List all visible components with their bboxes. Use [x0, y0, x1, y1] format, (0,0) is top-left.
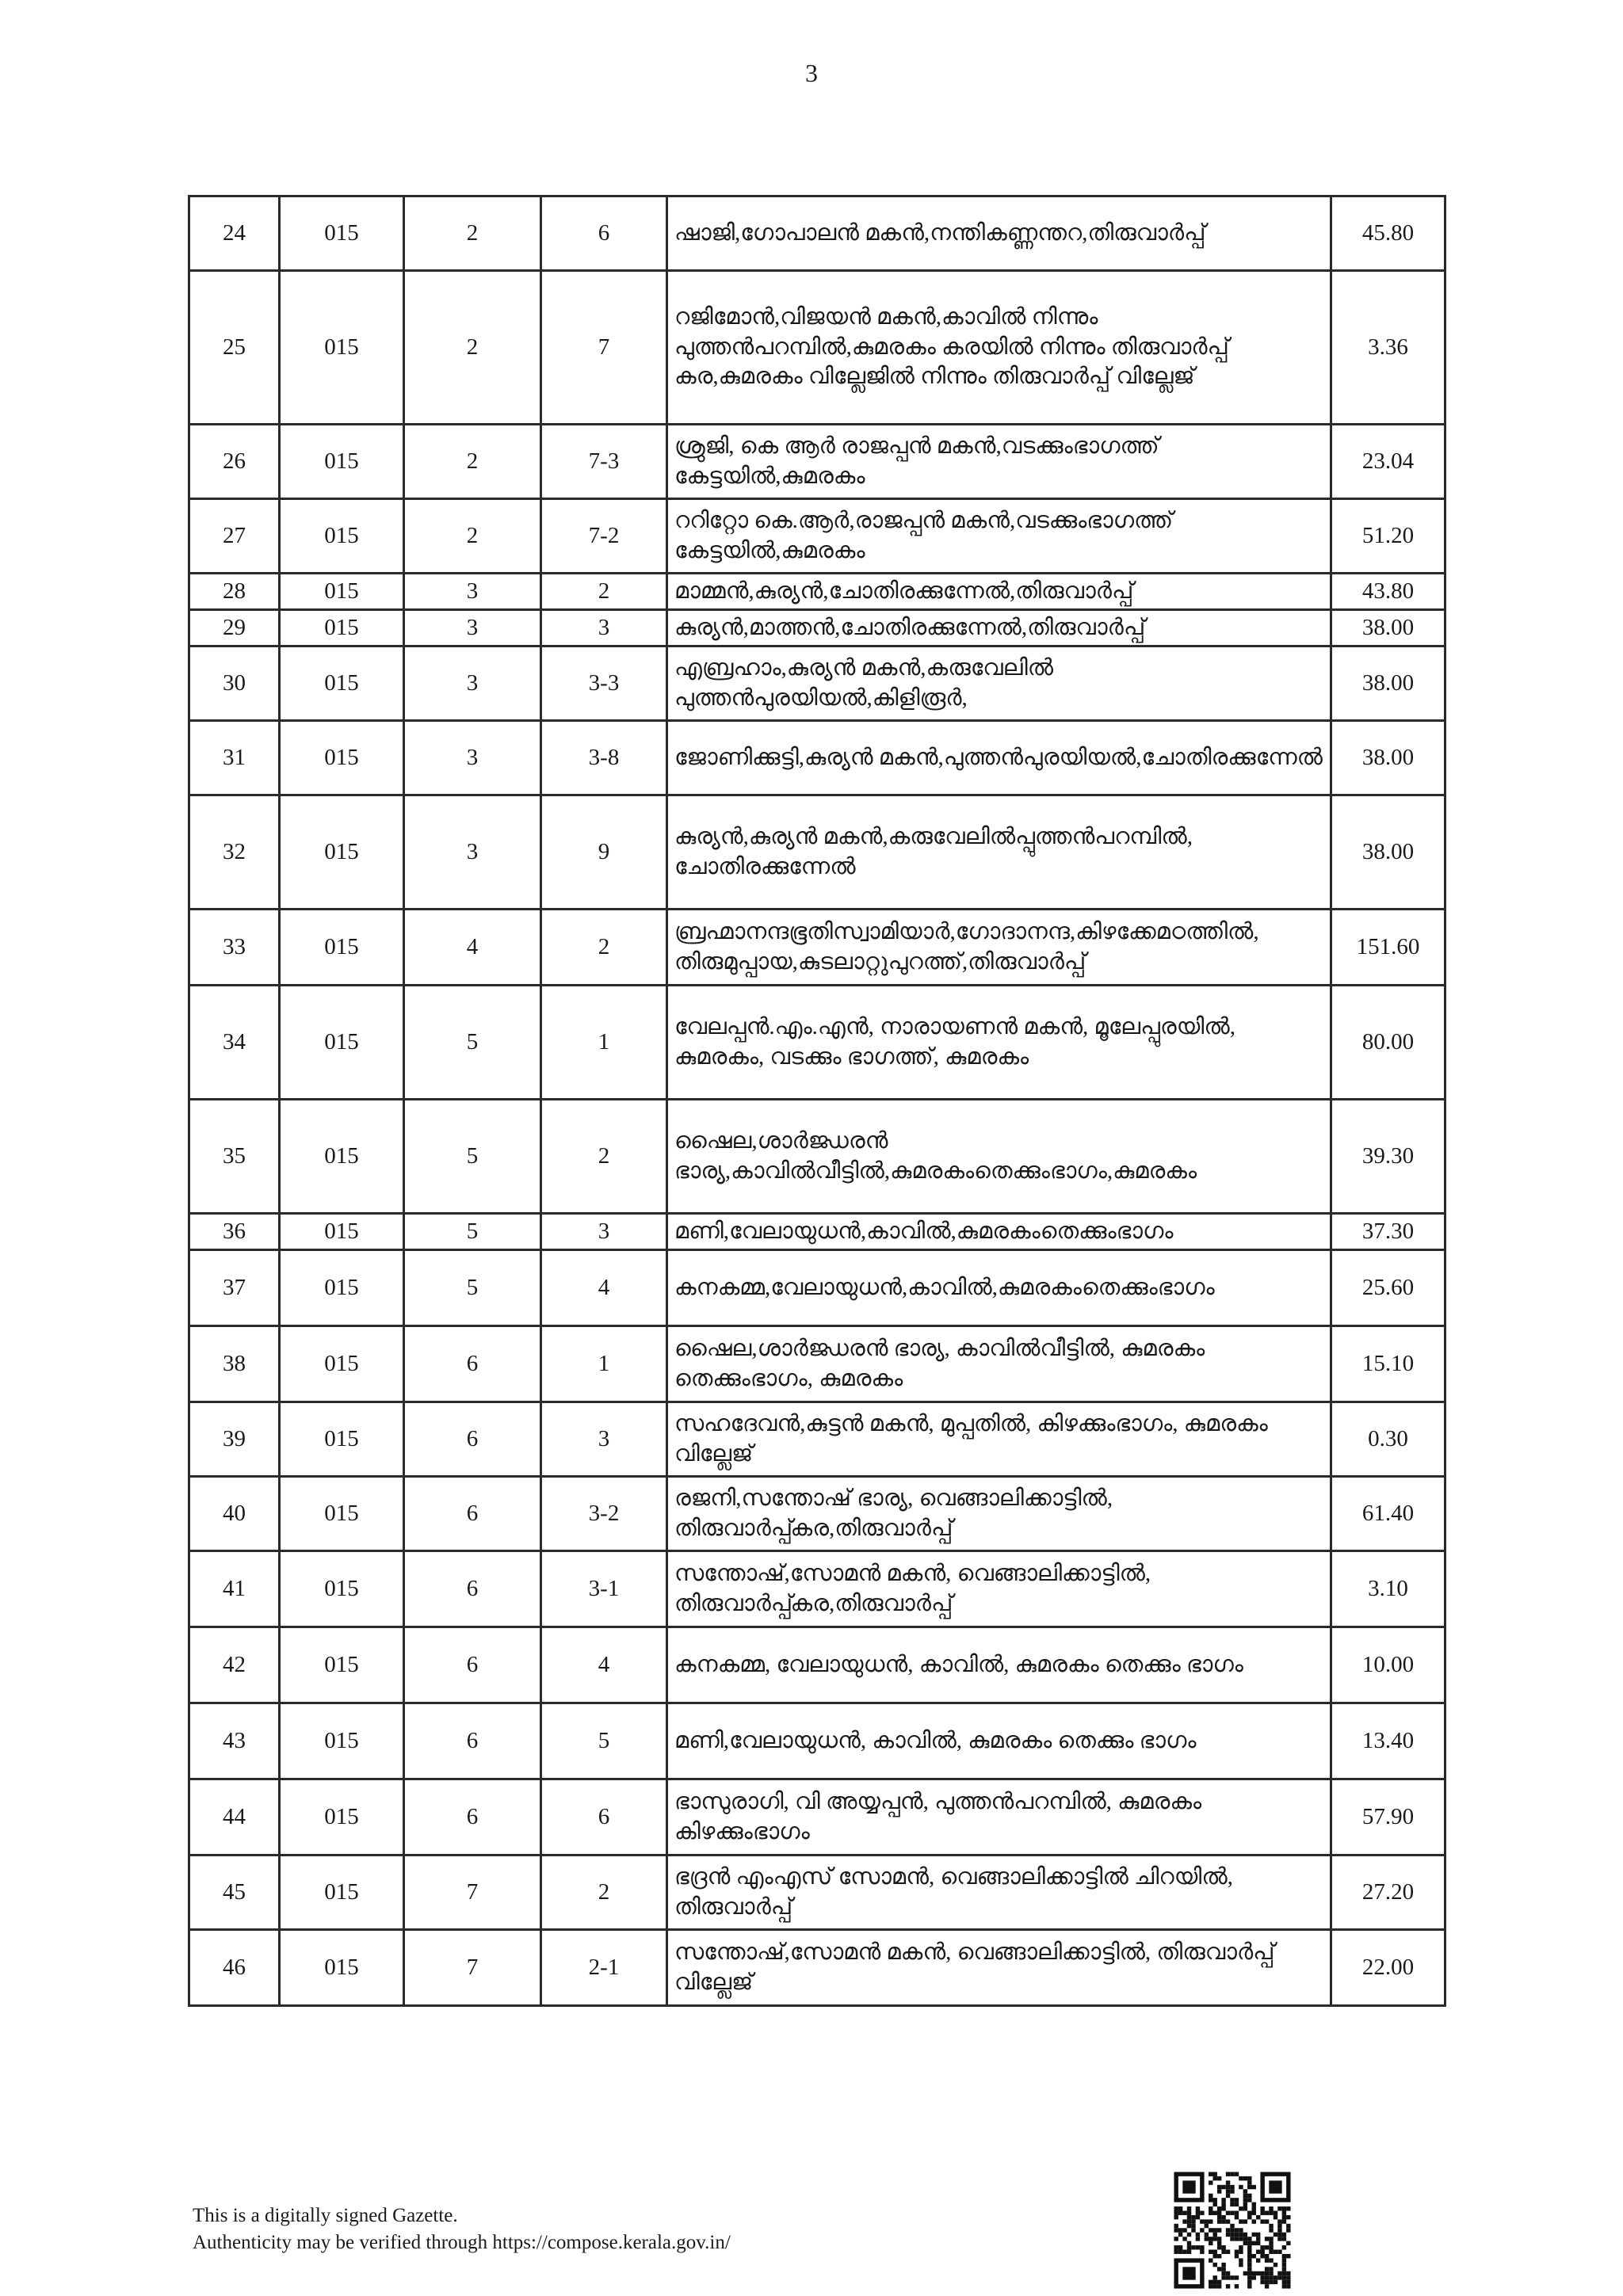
table-row	[189, 574, 1445, 610]
cell-serial: 40	[189, 1477, 280, 1551]
table-row	[189, 1551, 1445, 1627]
cell-village-code: 015	[280, 271, 404, 425]
cell-block: 3	[404, 574, 541, 610]
table-row	[189, 1477, 1445, 1551]
cell-survey-number: 5	[541, 1703, 667, 1779]
cell-area: 25.60	[1331, 1250, 1445, 1326]
cell-owner-details: റജിമോൻ,വിജയൻ മകൻ,കാവിൽ നിന്നും പുത്തൻപറമ്പിൽ,കുമരകം കരയിൽ നിന്നും തിരുവാർപ്പ് കര,കുമരകം വില്ലേജിൽ നിന്നും തിരുവാർപ്പ് വില്ലേജ്	[667, 271, 1331, 425]
cell-village-code: 015	[280, 910, 404, 986]
cell-serial: 34	[189, 986, 280, 1100]
cell-block: 6	[404, 1477, 541, 1551]
cell-owner-details: ററിറ്റോ കെ.ആർ,രാജപ്പൻ മകൻ,വടക്കുംഭാഗത്ത് കേട്ടയിൽ,കുമരകം	[667, 499, 1331, 574]
cell-village-code: 015	[280, 1930, 404, 2006]
cell-block: 3	[404, 721, 541, 795]
cell-survey-number: 3-2	[541, 1477, 667, 1551]
cell-block: 4	[404, 910, 541, 986]
cell-area: 15.10	[1331, 1326, 1445, 1402]
cell-owner-details: കുര്യൻ,കുര്യൻ മകൻ,കരുവേലിൽപ്പുത്തൻപറമ്പിൽ, ചോതിരക്കുന്നേൽ	[667, 795, 1331, 910]
cell-serial: 35	[189, 1100, 280, 1214]
cell-serial: 33	[189, 910, 280, 986]
cell-owner-details: വേലപ്പൻ.എം.എൻ, നാരായണൻ മകൻ, മൂലേപ്പുരയിൽ, കുമരകം, വടക്കും ഭാഗത്ത്, കുമരകം	[667, 986, 1331, 1100]
cell-serial: 38	[189, 1326, 280, 1402]
cell-survey-number: 7	[541, 271, 667, 425]
cell-serial: 46	[189, 1930, 280, 2006]
cell-village-code: 015	[280, 499, 404, 574]
cell-serial: 26	[189, 425, 280, 499]
cell-survey-number: 2	[541, 1100, 667, 1214]
cell-serial: 39	[189, 1402, 280, 1477]
cell-serial: 36	[189, 1214, 280, 1250]
table-row	[189, 910, 1445, 986]
cell-block: 6	[404, 1402, 541, 1477]
cell-owner-details: കുര്യൻ,മാത്തൻ,ചോതിരക്കുന്നേൽ,തിരുവാർപ്പ്	[667, 610, 1331, 646]
cell-survey-number: 4	[541, 1627, 667, 1703]
cell-block: 6	[404, 1703, 541, 1779]
cell-village-code: 015	[280, 1627, 404, 1703]
cell-village-code: 015	[280, 1100, 404, 1214]
cell-block: 6	[404, 1779, 541, 1855]
cell-village-code: 015	[280, 1402, 404, 1477]
cell-block: 5	[404, 986, 541, 1100]
footer	[193, 2203, 731, 2256]
cell-serial: 45	[189, 1855, 280, 1930]
cell-area: 39.30	[1331, 1100, 1445, 1214]
table-row	[189, 499, 1445, 574]
page-number: 3	[805, 59, 818, 87]
cell-survey-number: 2-1	[541, 1930, 667, 2006]
cell-survey-number: 3-8	[541, 721, 667, 795]
table-row	[189, 610, 1445, 646]
cell-survey-number: 7-3	[541, 425, 667, 499]
cell-owner-details: ജോണിക്കുട്ടി,കുര്യൻ മകൻ,പുത്തൻപുരയിയൽ,ചോതിരക്കുന്നേൽ	[667, 721, 1331, 795]
cell-village-code: 015	[280, 196, 404, 271]
footer-line-2: Authenticity may be verified through https://compose.kerala.gov.in/	[193, 2231, 731, 2253]
cell-area: 13.40	[1331, 1703, 1445, 1779]
cell-village-code: 015	[280, 425, 404, 499]
cell-survey-number: 7-2	[541, 499, 667, 574]
cell-owner-details: എബ്രഹാം,കുര്യൻ മകൻ,കരുവേലിൽ പുത്തൻപുരയിയൽ,കിളിരൂർ,	[667, 646, 1331, 721]
cell-block: 6	[404, 1627, 541, 1703]
cell-owner-details: ഷൈല,ശാർജ്ധരൻ ഭാര്യ, കാവിൽവീട്ടിൽ, കുമരകം തെക്കുംഭാഗം, കുമരകം	[667, 1326, 1331, 1402]
cell-owner-details: ഭാസുരാഗി, വി അയ്യപ്പൻ, പുത്തൻപറമ്പിൽ, കുമരകം കിഴക്കുംഭാഗം	[667, 1779, 1331, 1855]
cell-area: 38.00	[1331, 646, 1445, 721]
cell-serial: 42	[189, 1627, 280, 1703]
cell-survey-number: 4	[541, 1250, 667, 1326]
cell-area: 45.80	[1331, 196, 1445, 271]
cell-owner-details: രജനി,സന്തോഷ് ഭാര്യ, വെങ്ങാലിക്കാട്ടിൽ, തിരുവാർപ്പ്കര,തിരുവാർപ്പ്	[667, 1477, 1331, 1551]
cell-serial: 44	[189, 1779, 280, 1855]
cell-area: 61.40	[1331, 1477, 1445, 1551]
cell-block: 7	[404, 1855, 541, 1930]
cell-area: 151.60	[1331, 910, 1445, 986]
cell-survey-number: 9	[541, 795, 667, 910]
cell-village-code: 015	[280, 1477, 404, 1551]
cell-survey-number: 3	[541, 610, 667, 646]
table-row	[189, 1627, 1445, 1703]
table-row	[189, 425, 1445, 499]
cell-area: 3.36	[1331, 271, 1445, 425]
cell-block: 5	[404, 1250, 541, 1326]
cell-area: 0.30	[1331, 1402, 1445, 1477]
cell-owner-details: സന്തോഷ്,സോമൻ മകൻ, വെങ്ങാലിക്കാട്ടിൽ, തിരുവാർപ്പ്കര,തിരുവാർപ്പ്	[667, 1551, 1331, 1627]
cell-area: 38.00	[1331, 721, 1445, 795]
cell-owner-details: മാമ്മൻ,കുര്യൻ,ചോതിരക്കുന്നേൽ,തിരുവാർപ്പ്	[667, 574, 1331, 610]
cell-survey-number: 6	[541, 1779, 667, 1855]
cell-block: 6	[404, 1326, 541, 1402]
cell-serial: 37	[189, 1250, 280, 1326]
cell-serial: 25	[189, 271, 280, 425]
cell-block: 3	[404, 795, 541, 910]
cell-serial: 30	[189, 646, 280, 721]
cell-owner-details: ഭദ്രൻ എംഎസ് സോമൻ, വെങ്ങാലിക്കാട്ടിൽ ചിറയിൽ, തിരുവാർപ്പ്	[667, 1855, 1331, 1930]
cell-owner-details: കനകമ്മ,വേലായുധൻ,കാവിൽ,കുമരകംതെക്കുംഭാഗം	[667, 1250, 1331, 1326]
land-table	[188, 195, 1446, 2007]
cell-survey-number: 2	[541, 574, 667, 610]
cell-serial: 24	[189, 196, 280, 271]
table-row	[189, 1930, 1445, 2006]
table-row	[189, 1326, 1445, 1402]
cell-area: 38.00	[1331, 795, 1445, 910]
cell-block: 7	[404, 1930, 541, 2006]
cell-survey-number: 2	[541, 1855, 667, 1930]
cell-area: 43.80	[1331, 574, 1445, 610]
cell-area: 3.10	[1331, 1551, 1445, 1627]
cell-survey-number: 1	[541, 986, 667, 1100]
cell-village-code: 015	[280, 646, 404, 721]
cell-survey-number: 6	[541, 196, 667, 271]
cell-area: 27.20	[1331, 1855, 1445, 1930]
cell-area: 37.30	[1331, 1214, 1445, 1250]
cell-serial: 27	[189, 499, 280, 574]
cell-owner-details: കനകമ്മ, വേലായുധൻ, കാവിൽ, കുമരകം തെക്കും ഭാഗം	[667, 1627, 1331, 1703]
table-row	[189, 721, 1445, 795]
table-row	[189, 986, 1445, 1100]
cell-block: 5	[404, 1214, 541, 1250]
cell-village-code: 015	[280, 1250, 404, 1326]
cell-village-code: 015	[280, 1326, 404, 1402]
cell-village-code: 015	[280, 721, 404, 795]
cell-survey-number: 3-3	[541, 646, 667, 721]
table-row	[189, 646, 1445, 721]
cell-owner-details: ഷൈല,ശാർജ്ധരൻ ഭാര്യ,കാവിൽവീട്ടിൽ,കുമരകംതെക്കുംഭാഗം,കുമരകം	[667, 1100, 1331, 1214]
cell-area: 57.90	[1331, 1779, 1445, 1855]
cell-area: 51.20	[1331, 499, 1445, 574]
cell-owner-details: ശ്രുജി, കെ ആർ രാജപ്പൻ മകൻ,വടക്കുംഭാഗത്ത് കേട്ടയിൽ,കുമരകം	[667, 425, 1331, 499]
cell-survey-number: 2	[541, 910, 667, 986]
cell-serial: 43	[189, 1703, 280, 1779]
cell-serial: 31	[189, 721, 280, 795]
cell-block: 2	[404, 425, 541, 499]
table-row	[189, 1250, 1445, 1326]
cell-village-code: 015	[280, 795, 404, 910]
cell-survey-number: 3	[541, 1402, 667, 1477]
cell-village-code: 015	[280, 1779, 404, 1855]
cell-survey-number: 1	[541, 1326, 667, 1402]
cell-owner-details: മണി,വേലായുധൻ,കാവിൽ,കുമരകംതെക്കുംഭാഗം	[667, 1214, 1331, 1250]
footer-line-1: This is a digitally signed Gazette.	[193, 2205, 458, 2226]
cell-block: 5	[404, 1100, 541, 1214]
cell-area: 22.00	[1331, 1930, 1445, 2006]
table-row	[189, 1402, 1445, 1477]
cell-area: 10.00	[1331, 1627, 1445, 1703]
table-row	[189, 1214, 1445, 1250]
cell-block: 2	[404, 271, 541, 425]
cell-block: 2	[404, 196, 541, 271]
cell-area: 38.00	[1331, 610, 1445, 646]
table-row	[189, 271, 1445, 425]
cell-village-code: 015	[280, 1855, 404, 1930]
cell-block: 6	[404, 1551, 541, 1627]
cell-village-code: 015	[280, 1214, 404, 1250]
cell-serial: 32	[189, 795, 280, 910]
table-row	[189, 1779, 1445, 1855]
cell-village-code: 015	[280, 986, 404, 1100]
table-row	[189, 1855, 1445, 1930]
cell-serial: 28	[189, 574, 280, 610]
cell-survey-number: 3	[541, 1214, 667, 1250]
table-row	[189, 1100, 1445, 1214]
cell-block: 3	[404, 646, 541, 721]
cell-owner-details: ഷാജി,ഗോപാലൻ മകൻ,നന്തികണ്ണന്തറ,തിരുവാർപ്പ്	[667, 196, 1331, 271]
cell-owner-details: മണി,വേലായുധൻ, കാവിൽ, കുമരകം തെക്കും ഭാഗം	[667, 1703, 1331, 1779]
cell-survey-number: 3-1	[541, 1551, 667, 1627]
table-row	[189, 196, 1445, 271]
table-row	[189, 1703, 1445, 1779]
cell-block: 3	[404, 610, 541, 646]
cell-village-code: 015	[280, 574, 404, 610]
cell-village-code: 015	[280, 1703, 404, 1779]
cell-owner-details: സഹദേവൻ,കുട്ടൻ മകൻ, മുപ്പതിൽ, കിഴക്കുംഭാഗം, കുമരകം വില്ലേജ്	[667, 1402, 1331, 1477]
cell-village-code: 015	[280, 610, 404, 646]
cell-serial: 41	[189, 1551, 280, 1627]
cell-owner-details: സന്തോഷ്,സോമൻ മകൻ, വെങ്ങാലിക്കാട്ടിൽ, തിരുവാർപ്പ് വില്ലേജ്	[667, 1930, 1331, 2006]
cell-area: 23.04	[1331, 425, 1445, 499]
cell-area: 80.00	[1331, 986, 1445, 1100]
cell-serial: 29	[189, 610, 280, 646]
cell-owner-details: ബ്രഹ്മാനന്ദഭൂതിസ്വാമിയാർ,ഗോദാനന്ദ,കിഴക്കേമഠത്തിൽ, തിരുമുപ്പായ,കുടലാറ്റുപുറത്ത്,തിരുവാർപ്പ്	[667, 910, 1331, 986]
qr-code-icon	[1170, 2168, 1295, 2293]
cell-village-code: 015	[280, 1551, 404, 1627]
cell-block: 2	[404, 499, 541, 574]
table-row	[189, 795, 1445, 910]
